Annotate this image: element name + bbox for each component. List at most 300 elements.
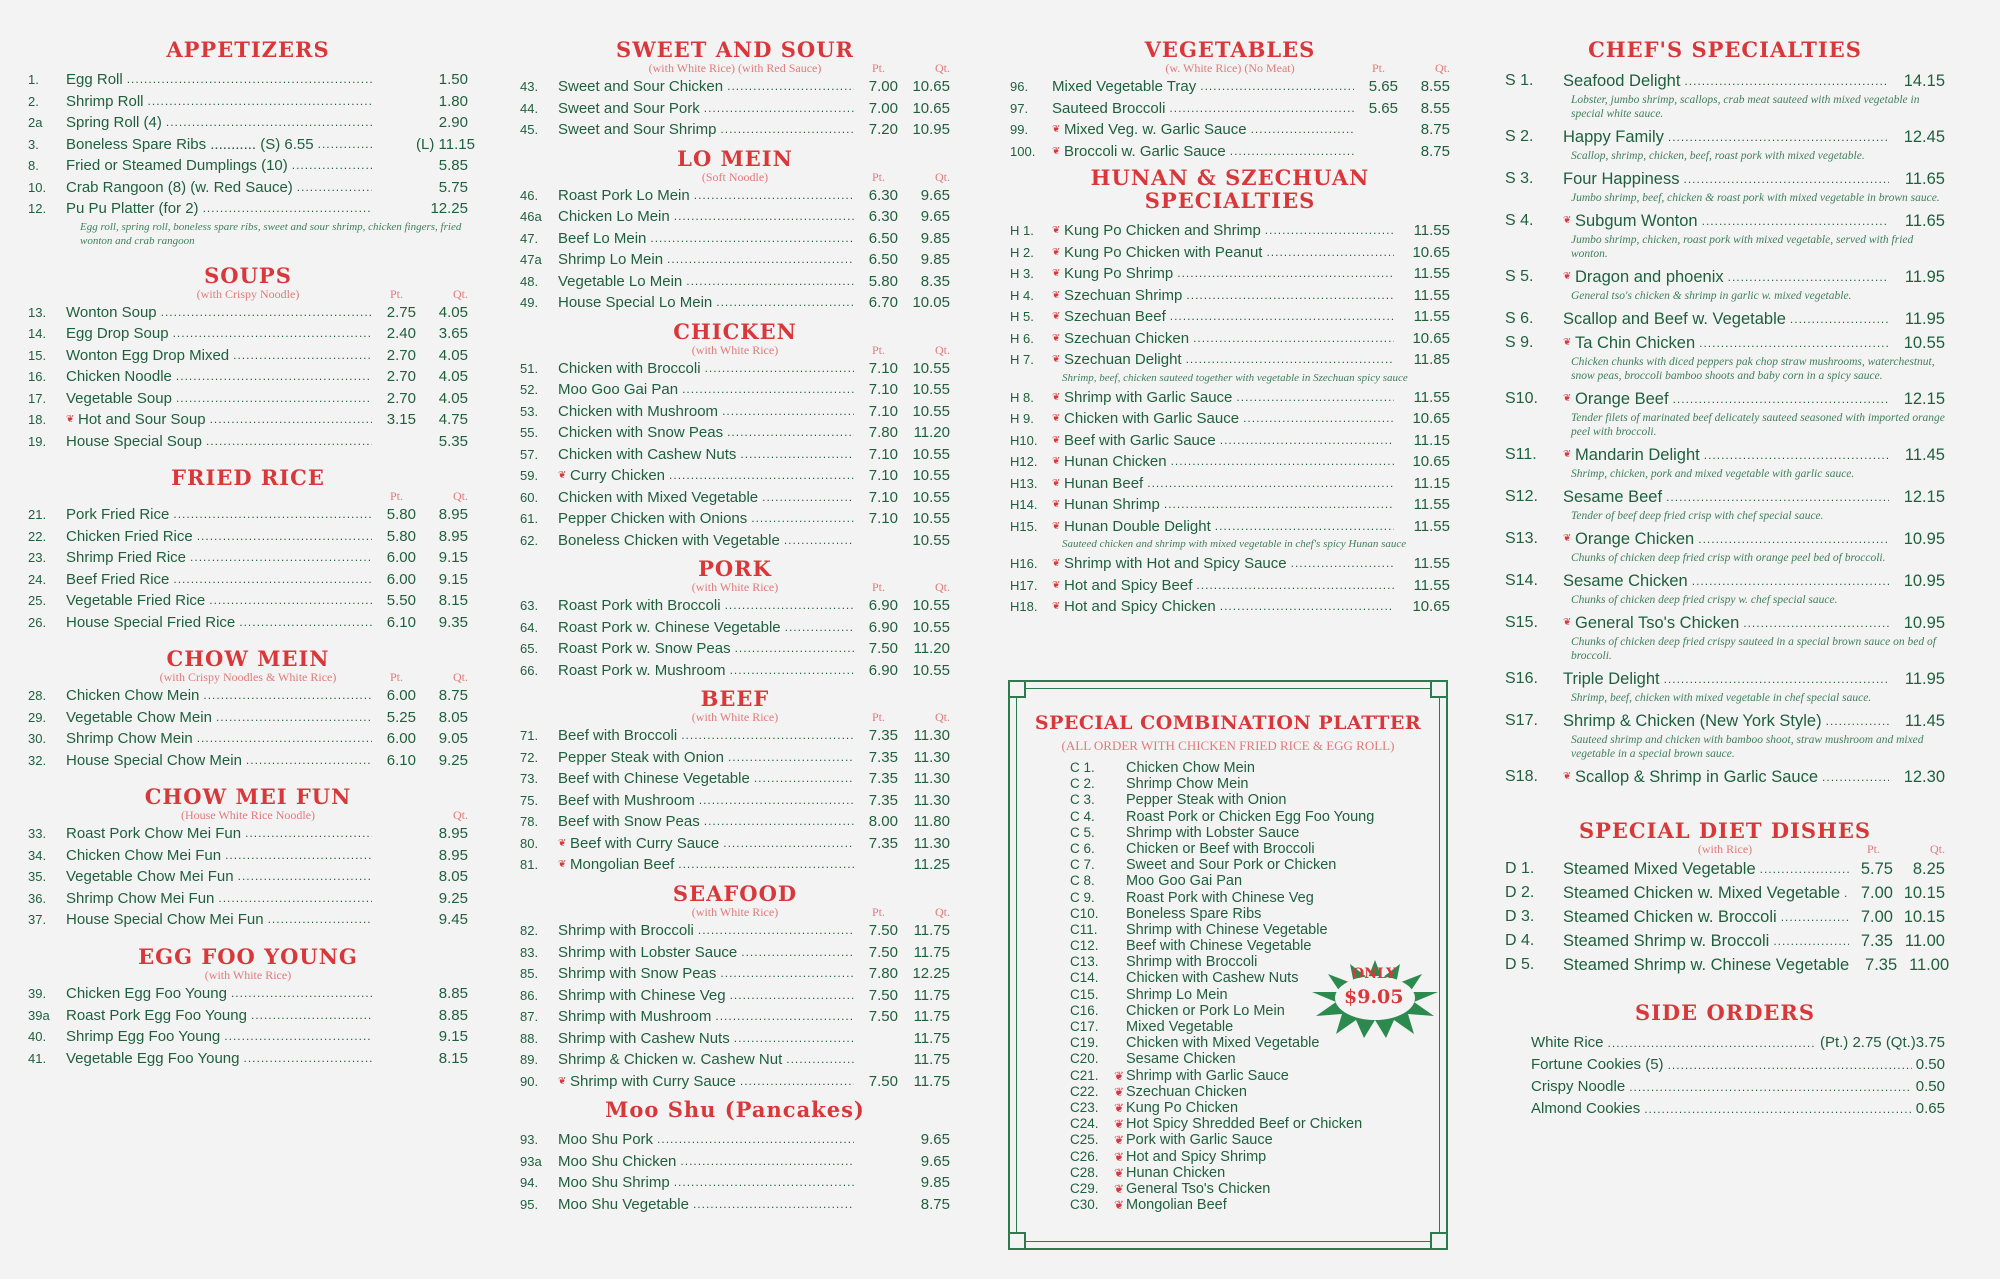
menu-item (520, 98, 950, 120)
menu-item (520, 530, 950, 552)
item-price: 10.55 (912, 597, 950, 615)
item-price: 10.15 (1903, 884, 1945, 903)
dot-leader (674, 206, 854, 228)
item-number: S16. (1505, 670, 1538, 688)
hot-pepper-icon: ❦ (1114, 1165, 1125, 1180)
menu-item (520, 465, 950, 487)
item-number: 24. (28, 571, 47, 587)
item-price: 10.55 (1903, 334, 1945, 353)
pint-price: 5.50 (386, 592, 416, 610)
hot-pepper-icon: ❦ (1052, 124, 1061, 136)
menu-item (1505, 881, 1945, 905)
menu-item (520, 76, 950, 98)
dot-leader (1200, 76, 1354, 98)
hot-pepper-icon: ❦ (1114, 1084, 1125, 1099)
pepper-spacer (1114, 906, 1126, 922)
item-name: Moo Goo Gai Pan (558, 381, 679, 399)
item-number: 64. (520, 619, 539, 635)
item-price: 4.05 (438, 389, 468, 407)
item-number: 22. (28, 528, 47, 544)
hot-pepper-icon: ❦ (1052, 246, 1061, 258)
pepper-spacer (1114, 760, 1126, 776)
dot-leader (161, 302, 372, 324)
corner-ornament (1430, 1232, 1448, 1250)
menu-item (28, 569, 468, 591)
item-number: 14. (28, 326, 47, 342)
item-name: Shrimp with Mushroom (558, 1008, 712, 1026)
item-name: Shrimp with Lobster Sauce (1126, 824, 1300, 841)
item-price: 11.75 (913, 1008, 950, 1026)
dot-leader (1266, 242, 1394, 264)
item-name: Shrimp Fried Rice (66, 549, 187, 567)
section-note: (w. White Rice) (No Meat) (1165, 61, 1295, 76)
pint-price: 7.50 (868, 943, 898, 961)
item-price: 11.75 (913, 1051, 950, 1069)
section-title: BEEF (700, 686, 770, 712)
item-price: 9.35 (438, 613, 468, 631)
dot-leader (762, 487, 854, 509)
quart-label: Qt. (935, 342, 950, 357)
section-subtitle (28, 808, 468, 823)
item-number: 81. (520, 857, 539, 873)
item-description: Lobster, jumbo shrimp, scallops, crab meat sauteed with mixed vegetable in special white sauce. (1571, 94, 1920, 121)
dot-leader (1291, 553, 1394, 575)
item-name: Egg Roll (66, 71, 123, 89)
item-number: 47a (520, 252, 542, 268)
pint-price: 7.00 (1860, 884, 1893, 903)
item-price: 8.85 (438, 1006, 468, 1024)
section-subtitle (28, 489, 468, 504)
pint-price: 7.35 (868, 748, 898, 766)
item-price: 4.05 (438, 346, 468, 364)
menu-item (520, 228, 950, 250)
item-name: Vegetable Fried Rice (66, 592, 206, 610)
item-name: Fried or Steamed Dumplings (10) (66, 157, 288, 175)
column-1 (28, 37, 475, 1083)
hot-pepper-icon: ❦ (1114, 1117, 1125, 1132)
menu-item (1010, 430, 1450, 452)
item-description: Shrimp, beef, chicken with mixed vegetable in chef special sauce. (1571, 692, 1872, 705)
item-price: 10.55 (912, 402, 950, 420)
dot-leader (1186, 285, 1394, 307)
hot-pepper-icon: ❦ (1563, 771, 1572, 783)
side-order-item (1505, 1098, 1945, 1120)
item-name: White Rice (1531, 1034, 1604, 1052)
item-number: C 5. (1070, 824, 1095, 840)
title-spacer (1505, 1024, 1945, 1032)
item-number: 2a (28, 115, 43, 131)
menu-item (520, 1194, 950, 1216)
dot-leader (705, 358, 854, 380)
vegetables-section (1010, 38, 1450, 166)
hot-pepper-icon: ❦ (1114, 1181, 1125, 1196)
item-description: Shrimp, chicken, pork and mixed vegetable with garlic sauce. (1571, 468, 1855, 481)
item-number: S12. (1505, 488, 1538, 506)
item-name: Scallop & Shrimp in Garlic Sauce (1575, 768, 1819, 787)
section-gap (28, 1069, 468, 1083)
item-number: S10. (1505, 390, 1538, 408)
item-number: 88. (520, 1030, 539, 1046)
item-number: 49. (520, 295, 539, 311)
item-number: 37. (28, 912, 47, 928)
menu-item (520, 811, 950, 833)
item-number: C22. (1070, 1083, 1099, 1099)
menu-item (1010, 408, 1450, 430)
pint-price: 5.80 (386, 527, 416, 545)
pint-price: 5.25 (386, 708, 416, 726)
item-name: Crab Rangoon (8) (w. Red Sauce) (66, 178, 293, 196)
item-number: S13. (1505, 530, 1538, 548)
menu-item (520, 185, 950, 207)
item-name: Mandarin Delight (1575, 446, 1700, 465)
item-price: 12.15 (1903, 488, 1945, 507)
hot-pepper-icon: ❦ (1052, 332, 1061, 344)
menu-item (28, 134, 475, 156)
pint-price: 7.10 (868, 402, 898, 420)
quart-label: Qt. (453, 489, 468, 504)
dot-leader (1170, 306, 1394, 328)
item-price: 8.95 (438, 846, 468, 864)
pint-price: 6.00 (386, 687, 416, 705)
item-name: Kung Po Shrimp (1064, 265, 1174, 283)
item-name: Chicken Egg Foo Young (66, 985, 227, 1003)
item-name: Shrimp with Broccoli (1126, 954, 1258, 971)
dot-leader (1692, 569, 1889, 593)
combo-item (1070, 792, 1410, 808)
pint-label: Pt. (1372, 61, 1386, 76)
menu-item (1505, 929, 1945, 953)
menu-item (520, 1129, 950, 1151)
item-name: Moo Shu Pork (558, 1131, 654, 1149)
item-number: C25. (1070, 1132, 1099, 1148)
column-4 (1505, 37, 1950, 1120)
dot-leader (1236, 387, 1394, 409)
item-price: 9.65 (920, 186, 950, 204)
dot-leader (1220, 596, 1394, 618)
hot-pepper-icon: ❦ (1052, 477, 1061, 489)
pint-label: Pt. (390, 670, 404, 685)
combo-item (1070, 938, 1410, 954)
combo-title: SPECIAL COMBINATION PLATTER (1034, 712, 1422, 734)
hot-pepper-icon: ❦ (1563, 617, 1572, 629)
item-number: 75. (520, 792, 539, 808)
dot-leader (166, 112, 372, 134)
item-price: 10.65 (1412, 329, 1450, 347)
item-number: 35. (28, 869, 47, 885)
pepper-spacer (1114, 776, 1126, 792)
hot-pepper-icon: ❦ (1052, 558, 1061, 570)
item-number: 29. (28, 709, 47, 725)
item-number: 8. (28, 158, 39, 174)
item-price: 5.35 (438, 432, 468, 450)
item-number: H 8. (1010, 389, 1034, 405)
dot-leader (741, 942, 854, 964)
item-price: 10.05 (912, 294, 950, 312)
menu-item (1010, 141, 1450, 163)
pint-price: 6.30 (868, 208, 898, 226)
item-number: C15. (1070, 986, 1099, 1002)
item-name: Boneless Spare Ribs (1126, 905, 1262, 922)
column-3 (1010, 38, 1450, 618)
menu-item (520, 747, 950, 769)
dot-leader (784, 530, 854, 552)
item-number: 48. (520, 273, 539, 289)
menu-item (1010, 220, 1450, 242)
menu-item (28, 69, 468, 91)
dot-leader (786, 1049, 854, 1071)
menu-item (1010, 516, 1450, 538)
section-subtitle (520, 710, 950, 725)
menu-item (520, 487, 950, 509)
item-price: 8.95 (438, 825, 468, 843)
item-price: 11.75 (913, 943, 950, 961)
item-price: 11.00 (1904, 932, 1945, 951)
title-spacer (28, 61, 468, 69)
item-number: 39. (28, 986, 47, 1002)
menu-item (1505, 527, 1945, 551)
item-price: 11.30 (913, 727, 950, 745)
pint-price: 7.35 (868, 834, 898, 852)
combo-item (1070, 890, 1410, 906)
pint-label: Pt. (390, 286, 404, 301)
item-price: 1.50 (438, 71, 468, 89)
section-note: (with Crispy Noodle) (196, 286, 300, 301)
section-gap (1505, 789, 1945, 819)
item-name: Beef Lo Mein (558, 229, 647, 247)
item-name: Kung Po Chicken with Peanut (1064, 243, 1263, 261)
menu-item (520, 1151, 950, 1173)
menu-item (520, 725, 950, 747)
item-price: 9.15 (438, 1028, 468, 1046)
hot-pepper-icon: ❦ (1563, 337, 1572, 349)
item-name: Hot and Spicy Shrimp (1126, 1148, 1267, 1165)
menu-item (1010, 473, 1450, 495)
item-price: 9.65 (920, 208, 950, 226)
pint-price: 7.50 (868, 986, 898, 1004)
item-price: 0.50 (1915, 1078, 1945, 1096)
dot-leader (1760, 857, 1849, 881)
item-name: Roast Pork Chow Mei Fun (66, 825, 242, 843)
item-number: S 9. (1505, 334, 1534, 352)
combo-item (1070, 1149, 1410, 1165)
section-note: (with White Rice) (691, 580, 779, 595)
item-number: 65. (520, 641, 539, 657)
item-name: Chicken with Mushroom (558, 402, 719, 420)
pt-qt-header (390, 287, 468, 302)
dot-leader (176, 388, 372, 410)
item-price: 5.85 (438, 157, 468, 175)
item-number: 85. (520, 966, 539, 982)
section-note: (with White Rice) (with Red Sauce) (648, 61, 822, 76)
section-title: SOUPS (204, 262, 292, 288)
fried-rice-section (28, 466, 468, 647)
menu-item (1505, 857, 1945, 881)
item-number: S17. (1505, 712, 1538, 730)
section-gap (28, 931, 468, 945)
dot-leader (698, 920, 854, 942)
menu-item (28, 91, 468, 113)
item-name: Chicken with Broccoli (558, 359, 701, 377)
dot-leader (173, 323, 372, 345)
dot-leader (1699, 331, 1889, 355)
item-name: Chicken or Pork Lo Mein (1126, 1002, 1285, 1019)
pepper-spacer (1114, 1019, 1126, 1035)
item-description: Chunks of chicken deep fried crispy sauteed in a special brown sauce on bed of broccoli. (1571, 636, 1936, 663)
dot-leader (244, 1048, 373, 1070)
dot-leader (268, 909, 372, 931)
item-number: 47. (520, 230, 539, 246)
item-description: Sauteed shrimp and chicken with bamboo shoot, straw mushroom and mixed vegetable in a special brown sauce. (1571, 734, 1924, 761)
section-subtitle (520, 170, 950, 185)
item-number: 80. (520, 835, 539, 851)
menu-item (520, 942, 950, 964)
pint-price: 6.30 (868, 186, 898, 204)
dot-leader (1790, 307, 1889, 331)
menu-item (520, 617, 950, 639)
dot-leader (667, 249, 854, 271)
dot-leader (1673, 387, 1889, 411)
pepper-spacer (1114, 841, 1126, 857)
dot-leader (210, 409, 372, 431)
pint-price: 7.10 (868, 359, 898, 377)
item-price: 2.90 (438, 114, 468, 132)
menu-item (520, 854, 950, 876)
title-spacer (1505, 61, 1945, 69)
title-spacer (520, 1121, 950, 1129)
item-price: 10.15 (1903, 908, 1945, 927)
menu-item (1010, 285, 1450, 307)
item-number: H 1. (1010, 223, 1034, 239)
dot-leader (203, 198, 372, 220)
item-price: 11.75 (913, 1029, 950, 1047)
pint-price: 7.10 (868, 381, 898, 399)
hot-pepper-icon: ❦ (558, 859, 567, 871)
item-name: Moo Shu Shrimp (558, 1174, 670, 1192)
dot-leader (1164, 494, 1394, 516)
dot-leader (1702, 209, 1889, 233)
item-price: 11.15 (1413, 474, 1450, 492)
item-number: C 2. (1070, 776, 1095, 792)
menu-item (28, 909, 468, 931)
item-number: 23. (28, 550, 47, 566)
item-name: Shrimp & Chicken (New York Style) (1563, 712, 1822, 731)
item-number: 10. (28, 179, 47, 195)
combo-item (1070, 1165, 1410, 1181)
dot-leader (728, 747, 854, 769)
item-price: 11.55 (1413, 576, 1450, 594)
hot-pepper-icon: ❦ (1052, 601, 1061, 613)
section-title: CHICKEN (673, 318, 797, 344)
item-name: Chicken Chow Mein (66, 687, 200, 705)
menu-item (1010, 263, 1450, 285)
section-title: SIDE ORDERS (1634, 1000, 1816, 1026)
combo-item (1070, 1100, 1410, 1116)
dot-leader (669, 465, 854, 487)
item-number: H16. (1010, 556, 1038, 572)
item-name: Beef with Snow Peas (558, 813, 700, 831)
item-description: Tender filets of marinated beef delicately sauteed seasoned with imported orange peel with broccoli. (1571, 412, 1945, 439)
item-number: 59. (520, 468, 539, 484)
pint-price: 2.70 (386, 389, 416, 407)
dot-leader (735, 638, 854, 660)
item-number: 87. (520, 1009, 539, 1025)
item-name: Shrimp with Garlic Sauce (1126, 1067, 1289, 1084)
dot-leader (206, 431, 372, 453)
dot-leader (730, 985, 854, 1007)
item-name: Sesame Beef (1563, 488, 1663, 507)
item-price: 11.20 (913, 424, 950, 442)
hot-pepper-icon: ❦ (66, 414, 75, 426)
item-name: Roast Pork or Chicken Egg Foo Young (1126, 808, 1375, 825)
section-note: (Soft Noodle) (701, 169, 769, 184)
chow-mein-section (28, 647, 468, 785)
item-number: H 3. (1010, 266, 1034, 282)
item-name: Moo Shu Chicken (558, 1152, 677, 1170)
item-price: 11.00 (1909, 956, 1950, 975)
pint-price: 6.10 (386, 751, 416, 769)
menu-item (1505, 167, 1945, 191)
item-price: 8.95 (438, 527, 468, 545)
item-name: Steamed Shrimp w. Broccoli (1563, 932, 1770, 951)
item-price: 8.15 (438, 592, 468, 610)
item-price: 11.30 (913, 748, 950, 766)
section-subtitle (520, 905, 950, 920)
section-note: (House White Rice Noodle) (180, 808, 316, 823)
pepper-spacer (1114, 922, 1126, 938)
item-number: 13. (28, 304, 47, 320)
menu-item (28, 750, 468, 772)
quart-label: Qt. (453, 808, 468, 823)
menu-item (1010, 596, 1450, 618)
pint-label: Pt. (872, 61, 886, 76)
item-name: Shrimp Chow Mein (1126, 776, 1249, 793)
item-name: Crispy Noodle (1531, 1078, 1626, 1096)
menu-item (28, 504, 468, 526)
item-name: Shrimp with Hot and Spicy Sauce (1064, 555, 1287, 573)
item-number: 96. (1010, 79, 1029, 95)
dot-leader (725, 595, 854, 617)
item-number: 3. (28, 136, 39, 152)
item-name: Sweet and Sour Chicken (558, 78, 724, 96)
item-price: 8.95 (438, 506, 468, 524)
item-number: C19. (1070, 1035, 1099, 1051)
item-price: 11.65 (1904, 170, 1945, 189)
pint-label: Pt. (872, 905, 886, 920)
chefs-section (1505, 38, 1945, 819)
menu-item (1505, 611, 1945, 635)
item-price: 8.85 (438, 985, 468, 1003)
item-name: Beef with Curry Sauce (570, 834, 720, 852)
dot-leader (1781, 905, 1849, 929)
item-name: Four Happiness (1563, 170, 1680, 189)
item-price: 14.15 (1903, 72, 1945, 91)
item-number: S15. (1505, 614, 1538, 632)
item-price: 11.55 (1413, 286, 1450, 304)
item-number: 41. (28, 1050, 47, 1066)
section-title: CHOW MEI FUN (144, 784, 352, 810)
item-number: 33. (28, 826, 47, 842)
menu-item (520, 963, 950, 985)
item-price: 10.55 (912, 445, 950, 463)
menu-item (520, 790, 950, 812)
item-description: Chunks of chicken deep fried crisp with orange peel bed of broccoli. (1571, 552, 1886, 565)
item-number: H 6. (1010, 330, 1034, 346)
item-number: 28. (28, 688, 47, 704)
side-order-item (1505, 1054, 1945, 1076)
dot-leader (246, 750, 372, 772)
item-name: Wonton Egg Drop Mixed (66, 346, 230, 364)
chow-mei-fun-section (28, 785, 468, 945)
